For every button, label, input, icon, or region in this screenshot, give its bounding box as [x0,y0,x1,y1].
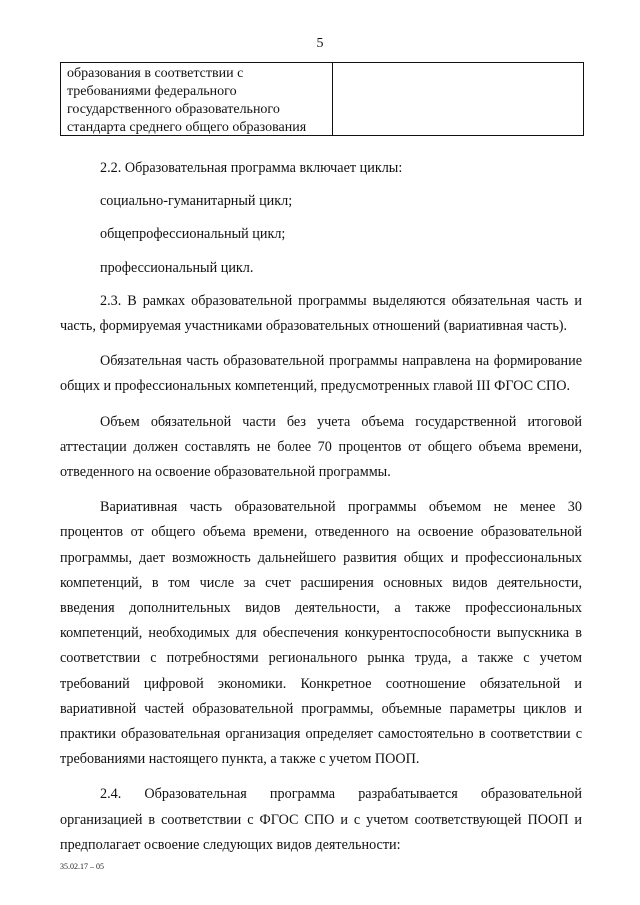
table-cell-line: образования в соответствии с [67,66,244,81]
list-item-cycle: профессиональный цикл. [100,259,254,276]
table-cell-line: стандарта среднего общего образования [67,120,307,135]
list-item-cycle: общепрофессиональный цикл; [100,226,286,243]
paragraph-variative-part: Вариативная часть образовательной программы объемом не менее 30 процентов от общего объема времени, отведенного на освоение образовательной программы, дает возможность дальнейшего развития общих и профессиональных компетенций, в том числе за счет расширения основных видов деятельности, введения дополнительных видов деятельности, а также профессиональных компетенций, необходимых для обеспечения конкурентоспособности выпускника в соответствии с потребностями регионального рынка труда, а также с учетом требований цифровой экономики. Конкретное соотношение обязательной и вариативной частей образовательной программы, объемные параметры циклов и практики образовательная организация определяет самостоятельно в соответствии с требованиями настоящего пункта, а также с учетом ПООП. [60,499,582,768]
paragraph-2-2: 2.2. Образовательная программа включает циклы: [100,160,403,176]
page-number: 5 [316,36,324,51]
table-cell-line: требованиями федерального [67,84,237,99]
table-cell-line: государственного образовательного [67,102,280,117]
paragraph-2-4: 2.4. Образовательная программа разрабатывается образовательной организацией в соответствии с ФГОС СПО и с учетом соответствующей ПООП и предполагает освоение следующих видов деятельности: [60,786,582,853]
paragraph-2-3: 2.3. В рамках образовательной программы выделяются обязательная часть и часть, формируемая участниками образовательных отношений (вариативная часть). [60,292,582,335]
continuation-table [60,62,584,136]
paragraph-mandatory-part: Обязательная часть образовательной программы направлена на формирование общих и профессиональных компетенций, предусмотренных главой III ФГОС СПО. [60,353,582,395]
paragraph-mandatory-volume: Объем обязательной части без учета объема государственной итоговой аттестации должен составлять не более 70 процентов от общего объема времени, отведенного на освоение образовательной программы. [60,413,582,481]
document-code: 35.02.17 – 05 [60,862,104,871]
list-item-cycle: социально-гуманитарный цикл; [100,193,293,210]
table-cell-left [61,63,333,135]
document-body [60,156,582,858]
table-cell-right [333,63,583,135]
